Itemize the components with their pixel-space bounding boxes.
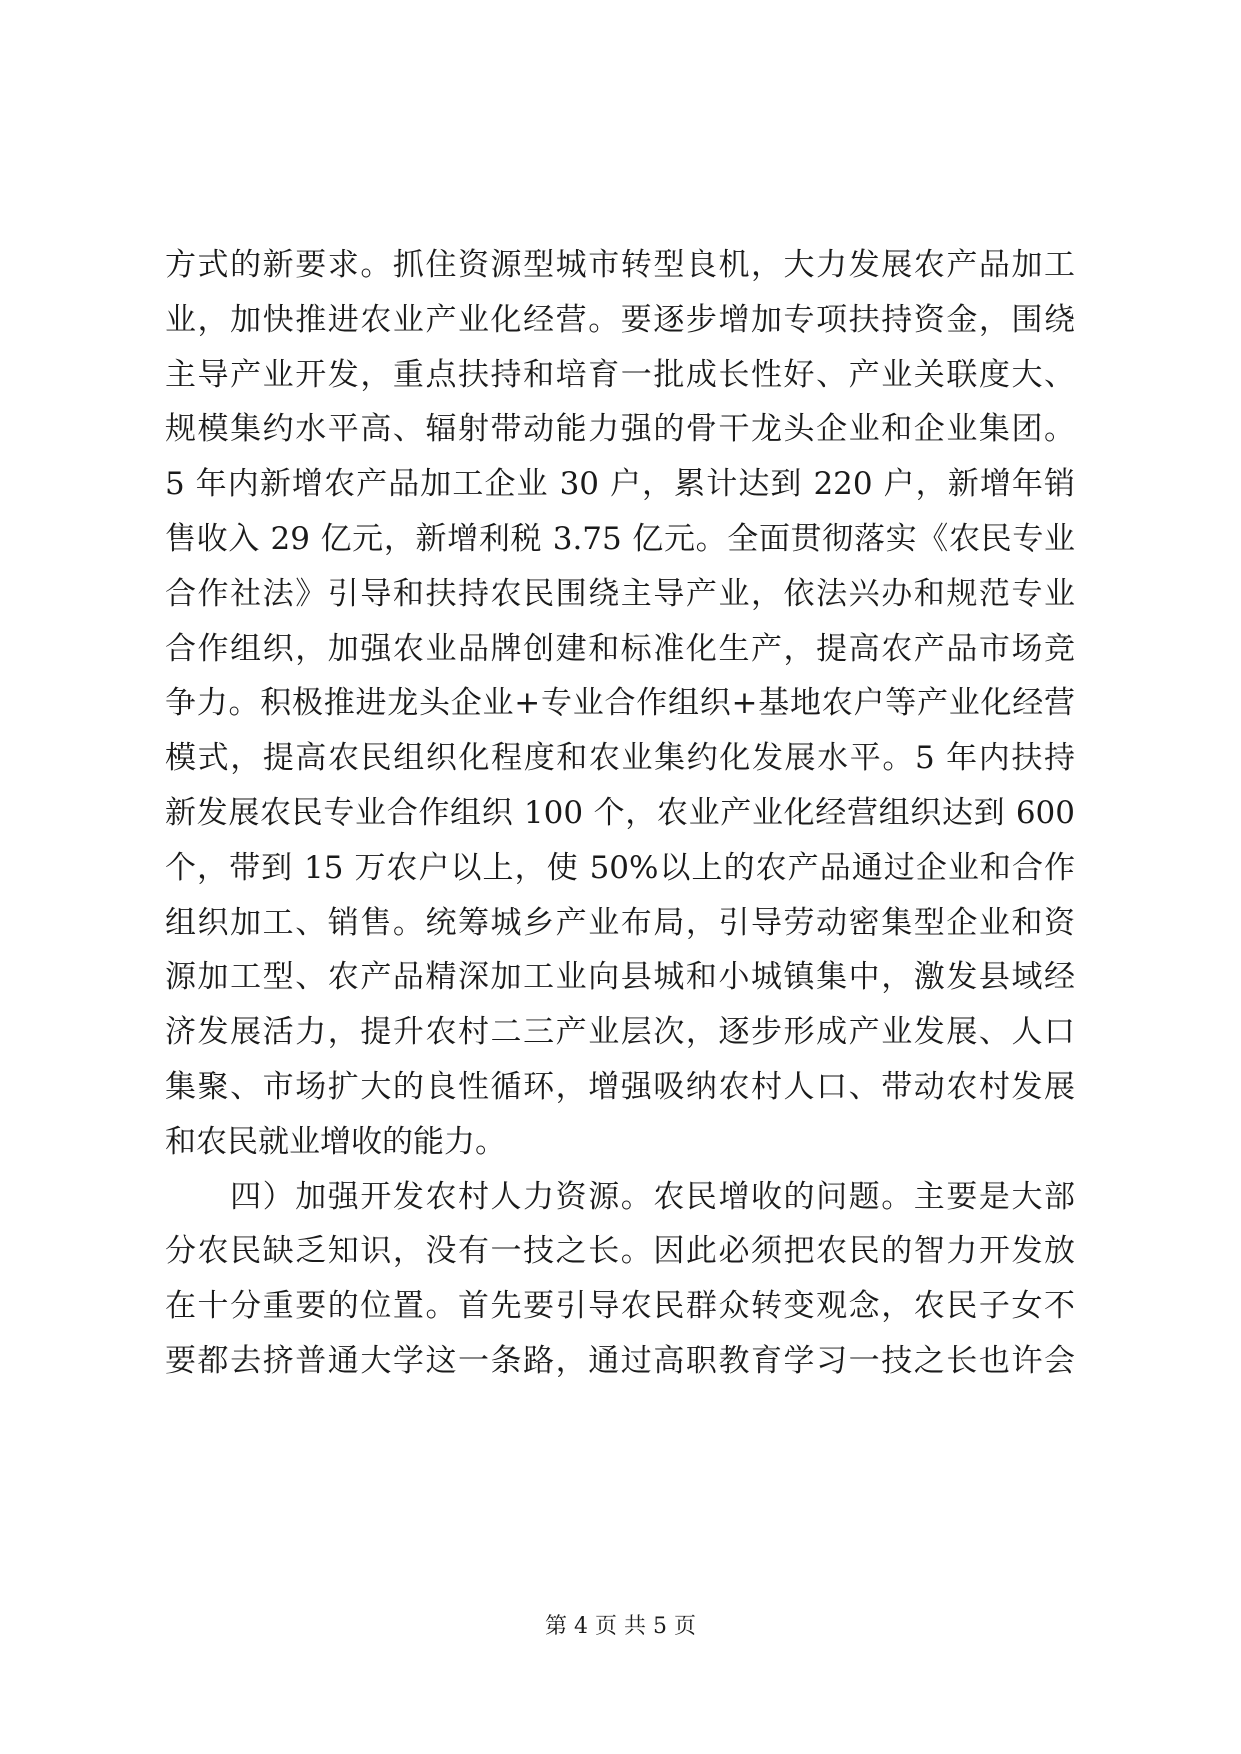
text-line: 在十分重要的位置。首先要引导农民群众转变观念，农民子女不 (165, 1288, 1075, 1325)
text-line: 源加工型、农产品精深加工业向县城和小城镇集中，激发县域经 (165, 959, 1075, 996)
body-text (165, 238, 1075, 1389)
text-line: 个，带到 15 万农户以上，使 50%以上的农产品通过企业和合作 (165, 849, 1075, 886)
text-line: 四）加强开发农村人力资源。农民增收的问题。主要是大部 (165, 1178, 1075, 1215)
page-footer: 第 4 页 共 5 页 (545, 1614, 696, 1639)
text-line: 新发展农民专业合作组织 100 个，农业产业化经营组织达到 600 (165, 794, 1075, 831)
text-line: 争力。积极推进龙头企业+专业合作组织+基地农户等产业化经营 (165, 685, 1075, 722)
text-line: 合作组织，加强农业品牌创建和标准化生产，提高农产品市场竞 (165, 630, 1075, 667)
text-line: 要都去挤普通大学这一条路，通过高职教育学习一技之长也许会 (165, 1342, 1075, 1379)
text-line: 合作社法》引导和扶持农民围绕主导产业，依法兴办和规范专业 (165, 575, 1075, 612)
text-line: 集聚、市场扩大的良性循环，增强吸纳农村人口、带动农村发展 (165, 1068, 1075, 1105)
text-line: 售收入 29 亿元，新增利税 3.75 亿元。全面贯彻落实《农民专业 (165, 520, 1075, 557)
text-line: 业，加快推进农业产业化经营。要逐步增加专项扶持资金，围绕 (165, 301, 1075, 338)
text-line: 组织加工、销售。统筹城乡产业布局，引导劳动密集型企业和资 (165, 904, 1075, 941)
text-line: 分农民缺乏知识，没有一技之长。因此必须把农民的智力开发放 (165, 1233, 1075, 1270)
text-line: 济发展活力，提升农村二三产业层次，逐步形成产业发展、人口 (165, 1014, 1075, 1051)
text-line: 规模集约水平高、辐射带动能力强的骨干龙头企业和企业集团。 (165, 411, 1075, 448)
text-line: 和农民就业增收的能力。 (165, 1123, 506, 1160)
text-line: 模式，提高农民组织化程度和农业集约化发展水平。5 年内扶持 (165, 740, 1075, 777)
text-line: 方式的新要求。抓住资源型城市转型良机，大力发展农产品加工 (165, 247, 1075, 283)
text-line: 5 年内新增农产品加工企业 30 户，累计达到 220 户，新增年销 (165, 466, 1075, 503)
text-line: 主导产业开发，重点扶持和培育一批成长性好、产业关联度大、 (165, 356, 1075, 393)
